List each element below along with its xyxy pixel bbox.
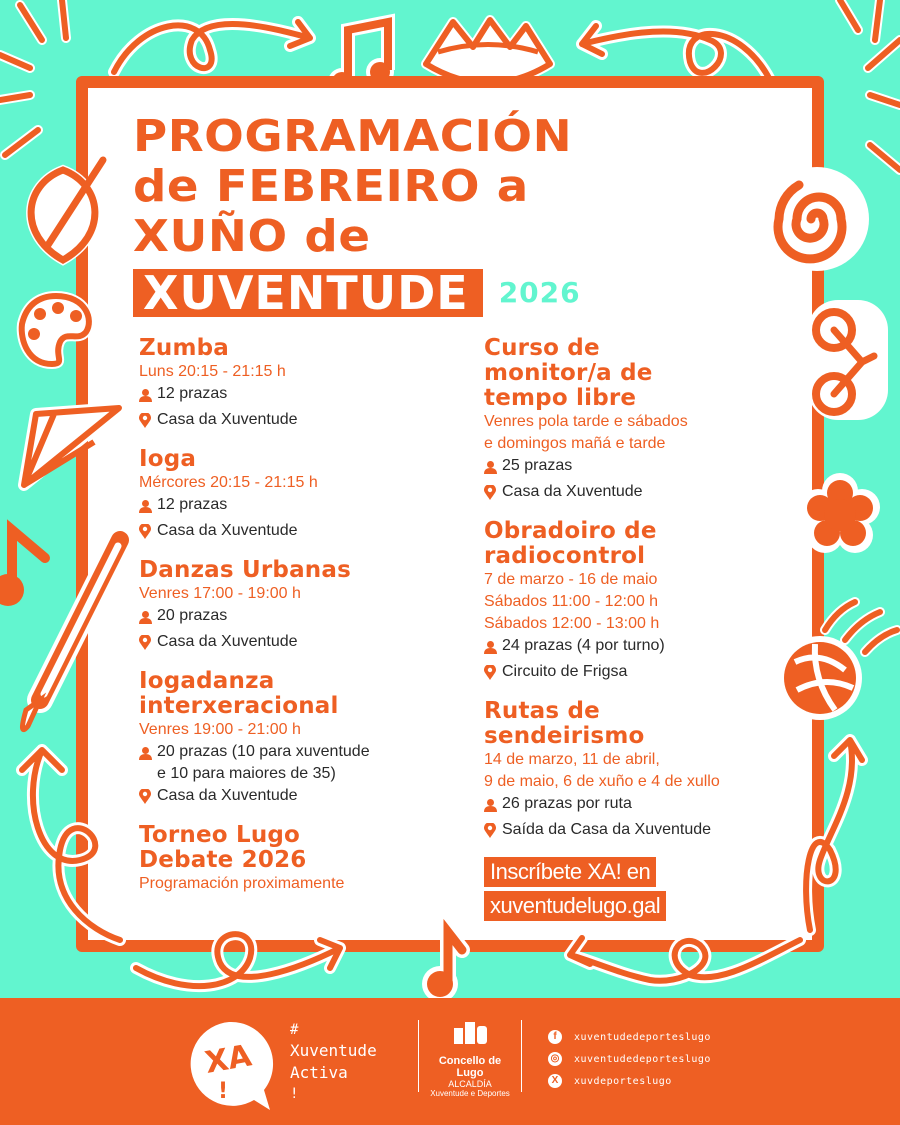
event-title: Danzas Urbanas (139, 557, 351, 583)
event-places: 12 prazas (139, 494, 459, 520)
concello-lugo-logo: Concello de Lugo ALCALDÍA Xuventude e Deportes (424, 1020, 516, 1098)
person-icon (139, 494, 152, 520)
event-schedule: Venres pola tarde e sábados e domingos mañá e tarde (484, 413, 688, 452)
svg-text:!: ! (218, 1079, 229, 1104)
event-title: Torneo Lugo Debate 2026 (139, 822, 307, 873)
event-location: Casa da Xuventude (484, 481, 774, 507)
event-zumba (139, 336, 459, 435)
event-schedule: Mércores 20:15 - 21:15 h (139, 474, 318, 491)
loop-arrow-bottom-left (10, 740, 130, 970)
loop-arrow-bottom-center-left (130, 918, 350, 998)
event-location: Casa da Xuventude (139, 409, 459, 435)
loop-arrow-right-up (790, 730, 870, 950)
event-rutas-sendeirismo (484, 699, 774, 845)
event-location: Casa da Xuventude (139, 520, 459, 546)
event-schedule: Programación proximamente (139, 875, 345, 892)
events-left-column (139, 336, 459, 907)
event-schedule: 7 de marzo - 16 de maio Sábados 11:00 - 12:00 h Sábados 12:00 - 13:00 h (484, 571, 660, 632)
location-pin-icon (484, 661, 497, 687)
person-icon (484, 455, 497, 481)
event-title: Rutas de sendeirismo (484, 698, 645, 749)
spiral-icon (762, 164, 872, 274)
bicycle-icon (808, 300, 888, 420)
event-schedule: Venres 17:00 - 19:00 h (139, 585, 301, 602)
page-title (133, 112, 713, 318)
event-location: Casa da Xuventude (139, 785, 459, 811)
cta-line-1: Inscríbete XA! en (484, 857, 656, 887)
location-pin-icon (139, 409, 152, 435)
event-obradoiro-radiocontrol (484, 519, 774, 687)
person-icon (139, 741, 152, 767)
xa-logo-badge (184, 1020, 274, 1115)
facebook-icon: f (548, 1030, 562, 1044)
divider (418, 1020, 419, 1092)
event-places: 26 prazas por ruta (484, 793, 774, 819)
event-schedule: Luns 20:15 - 21:15 h (139, 363, 286, 380)
location-pin-icon (139, 520, 152, 546)
event-title: Obradoiro de radiocontrol (484, 518, 657, 569)
person-icon (484, 635, 497, 661)
svg-text:XA: XA (202, 1038, 255, 1081)
location-pin-icon (139, 631, 152, 657)
social-links (548, 1026, 711, 1092)
event-title: Curso de monitor/a de tempo libre (484, 335, 653, 411)
paintbrush-icon (10, 530, 130, 740)
loop-arrow-top-left (110, 10, 320, 80)
event-location: Saída da Casa da Xuventude (484, 819, 774, 845)
location-pin-icon (139, 785, 152, 811)
location-pin-icon (484, 819, 497, 845)
event-torneo-debate (139, 823, 459, 895)
title-highlight: XUVENTUDE (133, 269, 483, 317)
title-year: 2026 (498, 276, 581, 309)
flower-icon (800, 475, 880, 555)
event-ioga (139, 447, 459, 546)
event-curso-monitor (484, 336, 774, 507)
events-right-column (484, 336, 774, 925)
social-x[interactable]: X xuvdeporteslugo (548, 1070, 711, 1092)
volleyball-icon (775, 590, 900, 720)
person-icon (484, 793, 497, 819)
signup-cta[interactable] (484, 857, 774, 925)
person-icon (139, 383, 152, 409)
hashtag-xuventude-activa: # Xuventude Activa ! (290, 1022, 377, 1102)
social-instagram[interactable]: ◎ xuventudedeporteslugo (548, 1048, 711, 1070)
title-line-1: PROGRAMACIÓN (133, 111, 573, 162)
event-schedule: 14 de marzo, 11 de abril, 9 de maio, 6 de xuño e 4 de xullo (484, 751, 720, 790)
event-title: Ioga (139, 446, 197, 472)
event-location: Casa da Xuventude (139, 631, 459, 657)
x-icon: X (548, 1074, 562, 1088)
social-facebook[interactable]: f xuventudedeporteslugo (548, 1026, 711, 1048)
event-places: 24 prazas (4 por turno) (484, 635, 774, 661)
person-icon (139, 605, 152, 631)
location-pin-icon (484, 481, 497, 507)
divider (521, 1020, 522, 1092)
concello-emblem-icon (450, 1020, 490, 1046)
event-places: 20 prazas (139, 605, 459, 631)
title-line-2: de FEBREIRO a (133, 161, 529, 212)
event-places: 12 prazas (139, 383, 459, 409)
footer (0, 998, 900, 1125)
event-places: 25 prazas (484, 455, 774, 481)
leaf-icon (18, 155, 108, 265)
paper-plane-icon (14, 400, 124, 490)
title-line-3: XUÑO de (133, 211, 371, 262)
instagram-icon: ◎ (548, 1052, 562, 1066)
palette-icon (16, 290, 96, 370)
event-title: Iogadanza interxeracional (139, 668, 339, 719)
event-iogadanza (139, 669, 459, 811)
event-title: Zumba (139, 335, 230, 361)
event-location: Circuito de Frigsa (484, 661, 774, 687)
music-note-icon-bottom (420, 924, 480, 1004)
event-places: 20 prazas (10 para xuventude e 10 para maiores de 35) (139, 741, 459, 785)
event-danzas-urbanas (139, 558, 459, 657)
cta-link[interactable]: xuventudelugo.gal (484, 891, 666, 921)
event-schedule: Venres 19:00 - 21:00 h (139, 721, 301, 738)
